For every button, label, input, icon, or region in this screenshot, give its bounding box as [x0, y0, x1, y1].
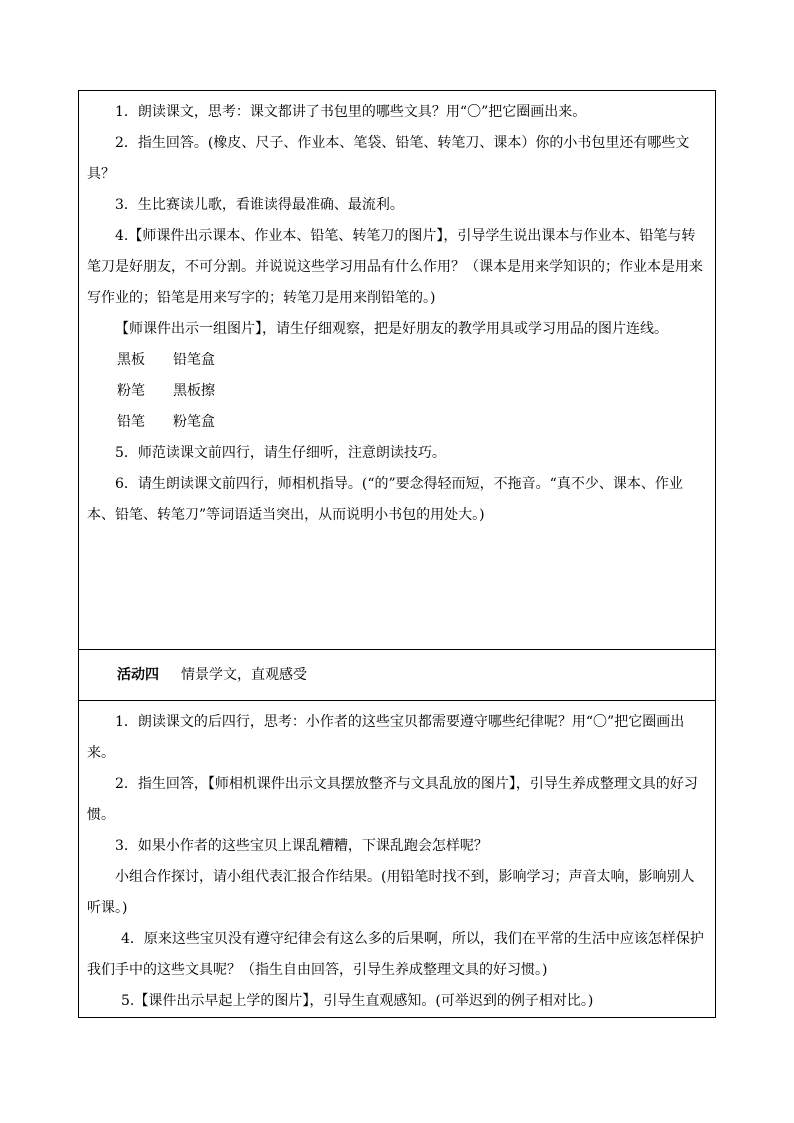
group-discussion: 小组合作探讨，请小组代表汇报合作结果。(用铅笔时找不到，影响学习；声音太响，影响别人听课。): [87, 869, 695, 916]
pair-item-b: 铅笔盒: [173, 352, 215, 368]
activity-content-row: [79, 91, 716, 650]
activity-name: 情景学文，直观感受: [181, 667, 307, 683]
lesson-plan-table: [78, 90, 716, 1018]
step-6: 6．请生朗读课文前四行，师相机指导。(“的”要念得轻而短，不拖音。“真不少、课本、作业本、铅笔、转笔刀”等词语适当突出，从而说明小书包的用处大。): [87, 476, 683, 523]
activity-label: 活动四: [117, 667, 159, 683]
pair-item-a: 黑板: [117, 352, 145, 368]
pair-row-3: [87, 407, 707, 438]
pair-row-2: [87, 376, 707, 407]
pair-item-b: 粉笔盒: [173, 414, 215, 430]
pair-item-b: 黑板擦: [173, 383, 215, 399]
activity-four-content-row: [79, 701, 716, 1018]
activity-content-cell: [79, 91, 716, 650]
step-1: 1．朗读课文，思考：课文都讲了书包里的哪些文具？用“〇”把它圈画出来。: [115, 104, 587, 120]
activity-header-row: [79, 650, 716, 701]
step-3: 3．生比赛读儿歌，看谁读得最准确、最流利。: [115, 197, 404, 213]
activity-title: [79, 663, 715, 687]
activity-header-cell: [79, 650, 716, 701]
step-4: 4．原来这些宝贝没有遵守纪律会有这么多的后果啊，所以，我们在平常的生活中应该怎样保护我们手中的这些文具呢？（指生自由回答，引导生养成整理文具的好习惯。): [87, 931, 704, 978]
activity-four-content-cell: [79, 701, 716, 1018]
pair-item-a: 粉笔: [117, 383, 145, 399]
step-5: 5.【课件出示早起上学的图片】，引导生直观感知。(可举迟到的例子相对比。): [121, 993, 594, 1009]
step-2: 2．指生回答。(橡皮、尺子、作业本、笔袋、铅笔、转笔刀、课本）你的小书包里还有哪些文具？: [87, 135, 690, 182]
step-1: 1．朗读课文的后四行，思考：小作者的这些宝贝都需要遵守哪些纪律呢？用“〇”把它圈画出来。: [87, 714, 685, 761]
step-2: 2．指生回答，【师相机课件出示文具摆放整齐与文具乱放的图片】，引导生养成整理文具的好习惯。: [87, 776, 698, 823]
pair-item-a: 铅笔: [117, 414, 145, 430]
pair-row-1: [87, 345, 707, 376]
step-4: 4.【师课件出示课本、作业本、铅笔、转笔刀的图片】，引导学生说出课本与作业本、铅笔与转笔刀是好朋友，不可分割。并说说这些学习用品有什么作用？（课本是用来学知识的；作业本是用来写作业的；铅笔是用来写字的；转笔刀是用来削铅笔的。): [87, 228, 703, 306]
step-4-picture-task: 【师课件出示一组图片】，请生仔细观察，把是好朋友的教学用具或学习用品的图片连线。: [115, 321, 668, 337]
step-3: 3．如果小作者的这些宝贝上课乱糟糟，下课乱跑会怎样呢？: [115, 838, 488, 854]
step-5: 5．师范读课文前四行，请生仔细听，注意朗读技巧。: [115, 445, 446, 461]
